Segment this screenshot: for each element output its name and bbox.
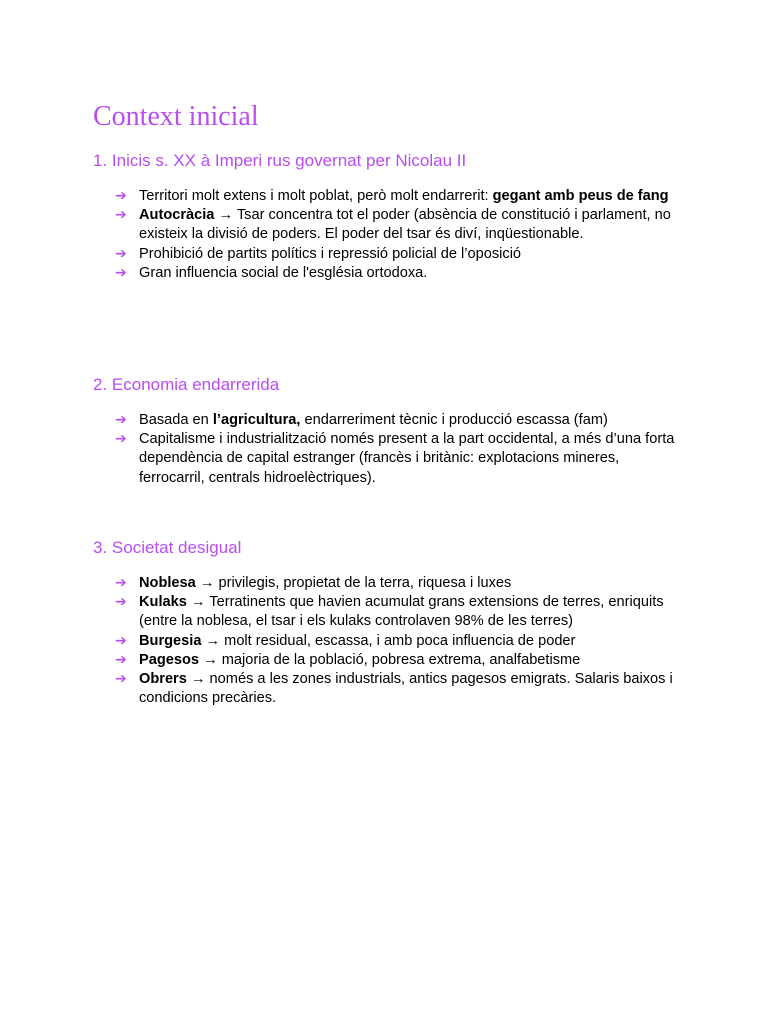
list-item-term: Burgesia <box>139 632 202 649</box>
arrow-right-icon: ➔ <box>115 264 127 281</box>
arrow-right-icon: ➔ <box>115 245 127 262</box>
page-title: Context inicial <box>93 101 259 132</box>
arrow-right-icon: ➔ <box>115 412 127 428</box>
arrow-right-icon: ➔ <box>115 594 127 611</box>
list-item-text: Prohibició de partits polítics i repressió policial de l’oposició <box>139 245 522 262</box>
list-item <box>115 670 675 708</box>
list-item-term: Kulaks <box>139 594 187 611</box>
arrow-right-icon: ➔ <box>115 671 127 688</box>
section-heading-2: 2. Economia endarrerida <box>93 375 280 394</box>
list-item-text: → majoria de la població, pobresa extrema, analfabetisme <box>199 651 581 668</box>
list-item <box>115 187 675 206</box>
list-item-term: Noblesa <box>139 575 196 591</box>
list-item-text: → Tsar concentra tot el poder (absència de constitució i parlament, no existeix la divisió de poders. El poder del tsar és diví, inqüestionable. <box>139 207 671 243</box>
arrow-right-icon: ➔ <box>115 651 127 668</box>
arrow-right-icon: ➔ <box>115 575 127 591</box>
list-item-text: → només a les zones industrials, antics pagesos emigrats. Salaris baixos i condicions precàries. <box>139 671 673 707</box>
list-item <box>115 245 675 264</box>
list-item <box>115 411 675 430</box>
arrow-right-icon: ➔ <box>115 632 127 649</box>
list-item <box>115 651 675 670</box>
list-item-text: → molt residual, escassa, i amb poca influencia de poder <box>201 632 576 649</box>
list-item-term: Obrers <box>139 671 187 688</box>
list-item-text: endarreriment tècnic i producció escassa (fam) <box>300 412 608 428</box>
list-item-bold: gegant amb peus de fang <box>492 188 669 204</box>
section-2-list <box>115 411 675 488</box>
list-item <box>115 593 675 631</box>
list-item <box>115 264 675 283</box>
list-item-text: Capitalisme i industrialització només present a la part occidental, a més d’una forta dependència de capital estranger (francès i britànic: explotacions mineres, ferrocarril, centrals hidroelèctriques). <box>139 431 675 486</box>
list-item-term: Pagesos <box>139 651 200 668</box>
list-item-text: → privilegis, propietat de la terra, riquesa i luxes <box>195 575 512 591</box>
section-heading-1: 1. Inicis s. XX à Imperi rus governat per Nicolau II <box>93 151 467 170</box>
list-item-bold: l’agricultura, <box>212 412 301 428</box>
section-1-list <box>115 187 675 283</box>
list-item <box>115 206 675 244</box>
list-item <box>115 574 675 593</box>
list-item-term: Autocràcia <box>139 207 215 224</box>
arrow-right-icon: ➔ <box>115 188 127 204</box>
section-3-list <box>115 574 675 708</box>
list-item-text: Basada en <box>139 412 213 428</box>
section-heading-3: 3. Societat desigual <box>93 538 242 557</box>
list-item-text: → Terratinents que havien acumulat grans extensions de terres, enriquits (entre la noblesa, el tsar i els kulaks controlaven 98% de les terres) <box>139 594 664 630</box>
arrow-right-icon: ➔ <box>115 431 127 448</box>
list-item <box>115 632 675 651</box>
list-item-text: Gran influencia social de l'església ortodoxa. <box>139 264 428 281</box>
arrow-right-icon: ➔ <box>115 207 127 224</box>
list-item-text: Territori molt extens i molt poblat, però molt endarrerit: <box>139 188 493 204</box>
list-item <box>115 430 675 488</box>
